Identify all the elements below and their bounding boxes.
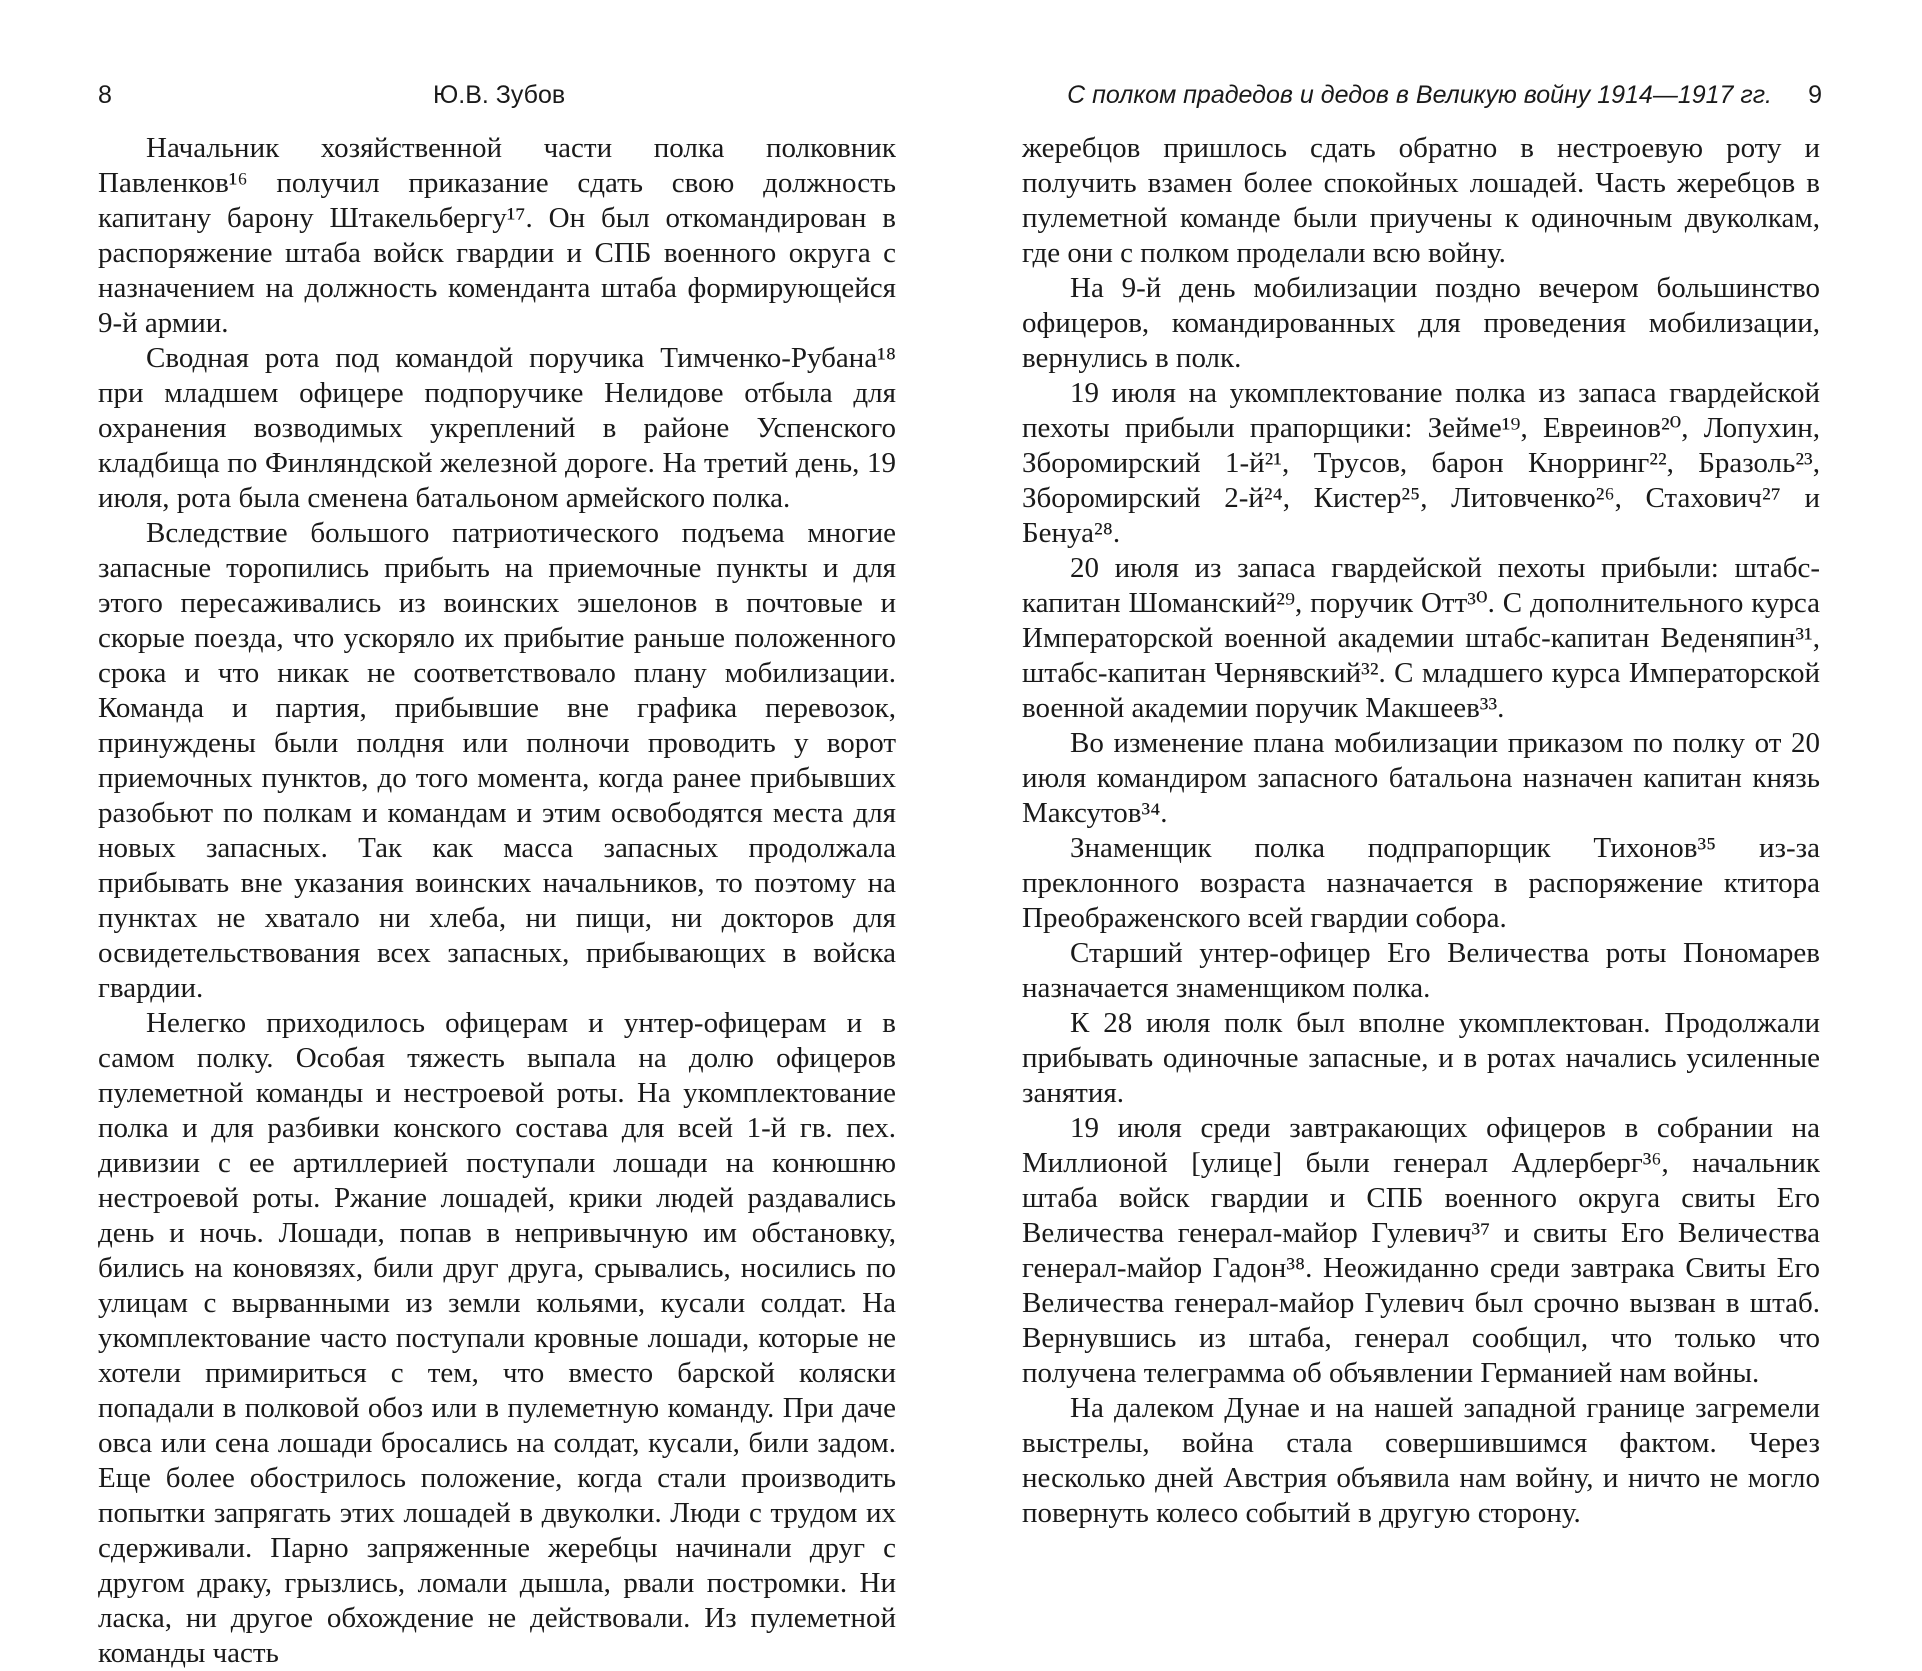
left-page	[98, 0, 898, 1669]
paragraph: Во изменение плана мобилизации приказом по полку от 20 июля командиром запасного батальона назначен капитан князь Максутов³⁴.	[1022, 727, 1820, 829]
left-page-text	[98, 131, 896, 1671]
paragraph-continuation: жеребцов пришлось сдать обратно в нестроевую роту и получить взамен более спокойных лошадей. Часть жеребцов в пулеметной команде были приучены к одиночным двуколкам, где они с полком проделали всю войну.	[1022, 132, 1820, 269]
left-running-head: Ю.В. Зубов	[433, 81, 566, 109]
paragraph: Нелегко приходилось офицерам и унтер-офицерам и в самом полку. Особая тяжесть выпала на долю офицеров пулеметной команды и нестроевой роты. На укомплектование полка и для разбивки конского состава для всей 1-й гв. пех. дивизии с ее артиллерией поступали лошади на конюшню нестроевой роты. Ржание лошадей, крики людей раздавались день и ночь. Лошади, попав в непривычную им обстановку, бились на коновязях, били друг друга, срывались, носились по улицам с вырванными из земли кольями, кусали солдат. На укомплектование часто поступали кровные лошади, которые не хотели примириться с тем, что вместо барской коляски попадали в полковой обоз или в пулеметную команду. При даче овса или сена лошади бросались на солдат, кусали, били задом. Еще более обострилось положение, когда стали производить попытки запрягать этих лошадей в двуколки. Люди с трудом их сдерживали. Парно запряженные жеребцы начинали друг с другом драку, грызлись, ломали дышла, рвали постромки. Ни ласка, ни другое обхождение не действовали. Из пулеметной команды часть	[98, 1007, 896, 1669]
paragraph: 19 июля среди завтракающих офицеров в собрании на Миллионой [улице] были генерал Адлерберг³⁶, начальник штаба войск гвардии и СПБ военного округа свиты Его Величества генерал-майор Гулевич³⁷ и свиты Его Величества генерал-майор Гадон³⁸. Неожиданно среди завтрака Свиты Его Величества генерал-майор Гулевич был срочно вызван в штаб. Вернувшись из штаба, генерал сообщил, что только что получена телеграмма об объявлении Германией нам войны.	[1022, 1112, 1820, 1389]
right-page-text	[1022, 131, 1820, 1531]
right-running-head: С полком прадедов и дедов в Великую войну 1914—1917 гг.	[1067, 81, 1772, 109]
paragraph: Вследствие большого патриотического подъема многие запасные торопились прибыть на приемочные пункты и для этого пересаживались из воинских эшелонов в почтовые и скорые поезда, что ускоряло их прибытие раньше положенного срока и что никак не соответствовало плану мобилизации. Команда и партия, прибывшие вне графика перевозок, принуждены были полдня или полночи проводить у ворот приемочных пунктов, до того момента, когда ранее прибывших разобьют по полкам и командам и этим освободятся места для новых запасных. Так как масса запасных продолжала прибывать вне указания воинских начальников, то поэтому на пунктах не хватало ни хлеба, ни пищи, ни докторов для освидетельствования всех запасных, прибывающих в войска гвардии.	[98, 517, 896, 1004]
right-page-header	[1022, 77, 1822, 113]
paragraph: На далеком Дунае и на нашей западной границе загремели выстрелы, война стала совершившимся фактом. Через несколько дней Австрия объявила нам войну, и ничто не могло повернуть колесо событий в другую сторону.	[1022, 1392, 1820, 1529]
paragraph: Начальник хозяйственной части полка полковник Павленков¹⁶ получил приказание сдать свою должность капитану барону Штакельбергу¹⁷. Он был откомандирован в распоряжение штаба войск гвардии и СПБ военного округа с назначением на должность коменданта штаба формирующейся 9-й армии.	[98, 132, 896, 339]
right-page-number: 9	[1808, 81, 1822, 109]
paragraph: Старший унтер-офицер Его Величества роты Пономарев назначается знаменщиком полка.	[1022, 937, 1820, 1004]
paragraph: Сводная рота под командой поручика Тимченко-Рубана¹⁸ при младшем офицере подпоручике Нелидове отбыла для охранения возводимых укреплений в районе Успенского кладбища по Финляндской железной дороге. На третий день, 19 июля, рота была сменена батальоном армейского полка.	[98, 342, 896, 514]
left-page-header	[98, 77, 898, 113]
left-page-number: 8	[98, 81, 112, 109]
right-page	[1022, 0, 1822, 1529]
paragraph: 20 июля из запаса гвардейской пехоты прибыли: штабс-капитан Шоманский²⁹, поручик Отт³⁰. С дополнительного курса Императорской военной академии штабс-капитан Веденяпин³¹, штабс-капитан Чернявский³². С младшего курса Императорской военной академии поручик Макшеев³³.	[1022, 552, 1820, 724]
paragraph: Знаменщик полка подпрапорщик Тихонов³⁵ из-за преклонного возраста назначается в распоряжение ктитора Преображенского всей гвардии собора.	[1022, 832, 1820, 934]
paragraph: К 28 июля полк был вполне укомплектован. Продолжали прибывать одиночные запасные, и в ротах начались усиленные занятия.	[1022, 1007, 1820, 1109]
paragraph: 19 июля на укомплектование полка из запаса гвардейской пехоты прибыли прапорщики: Зейме¹⁹, Евреинов²⁰, Лопухин, Зборомирский 1-й²¹, Трусов, барон Кнорринг²², Бразоль²³, Зборомирский 2-й²⁴, Кистер²⁵, Литовченко²⁶, Стахович²⁷ и Бенуа²⁸.	[1022, 377, 1820, 549]
paragraph: На 9-й день мобилизации поздно вечером большинство офицеров, командированных для проведения мобилизации, вернулись в полк.	[1022, 272, 1820, 374]
